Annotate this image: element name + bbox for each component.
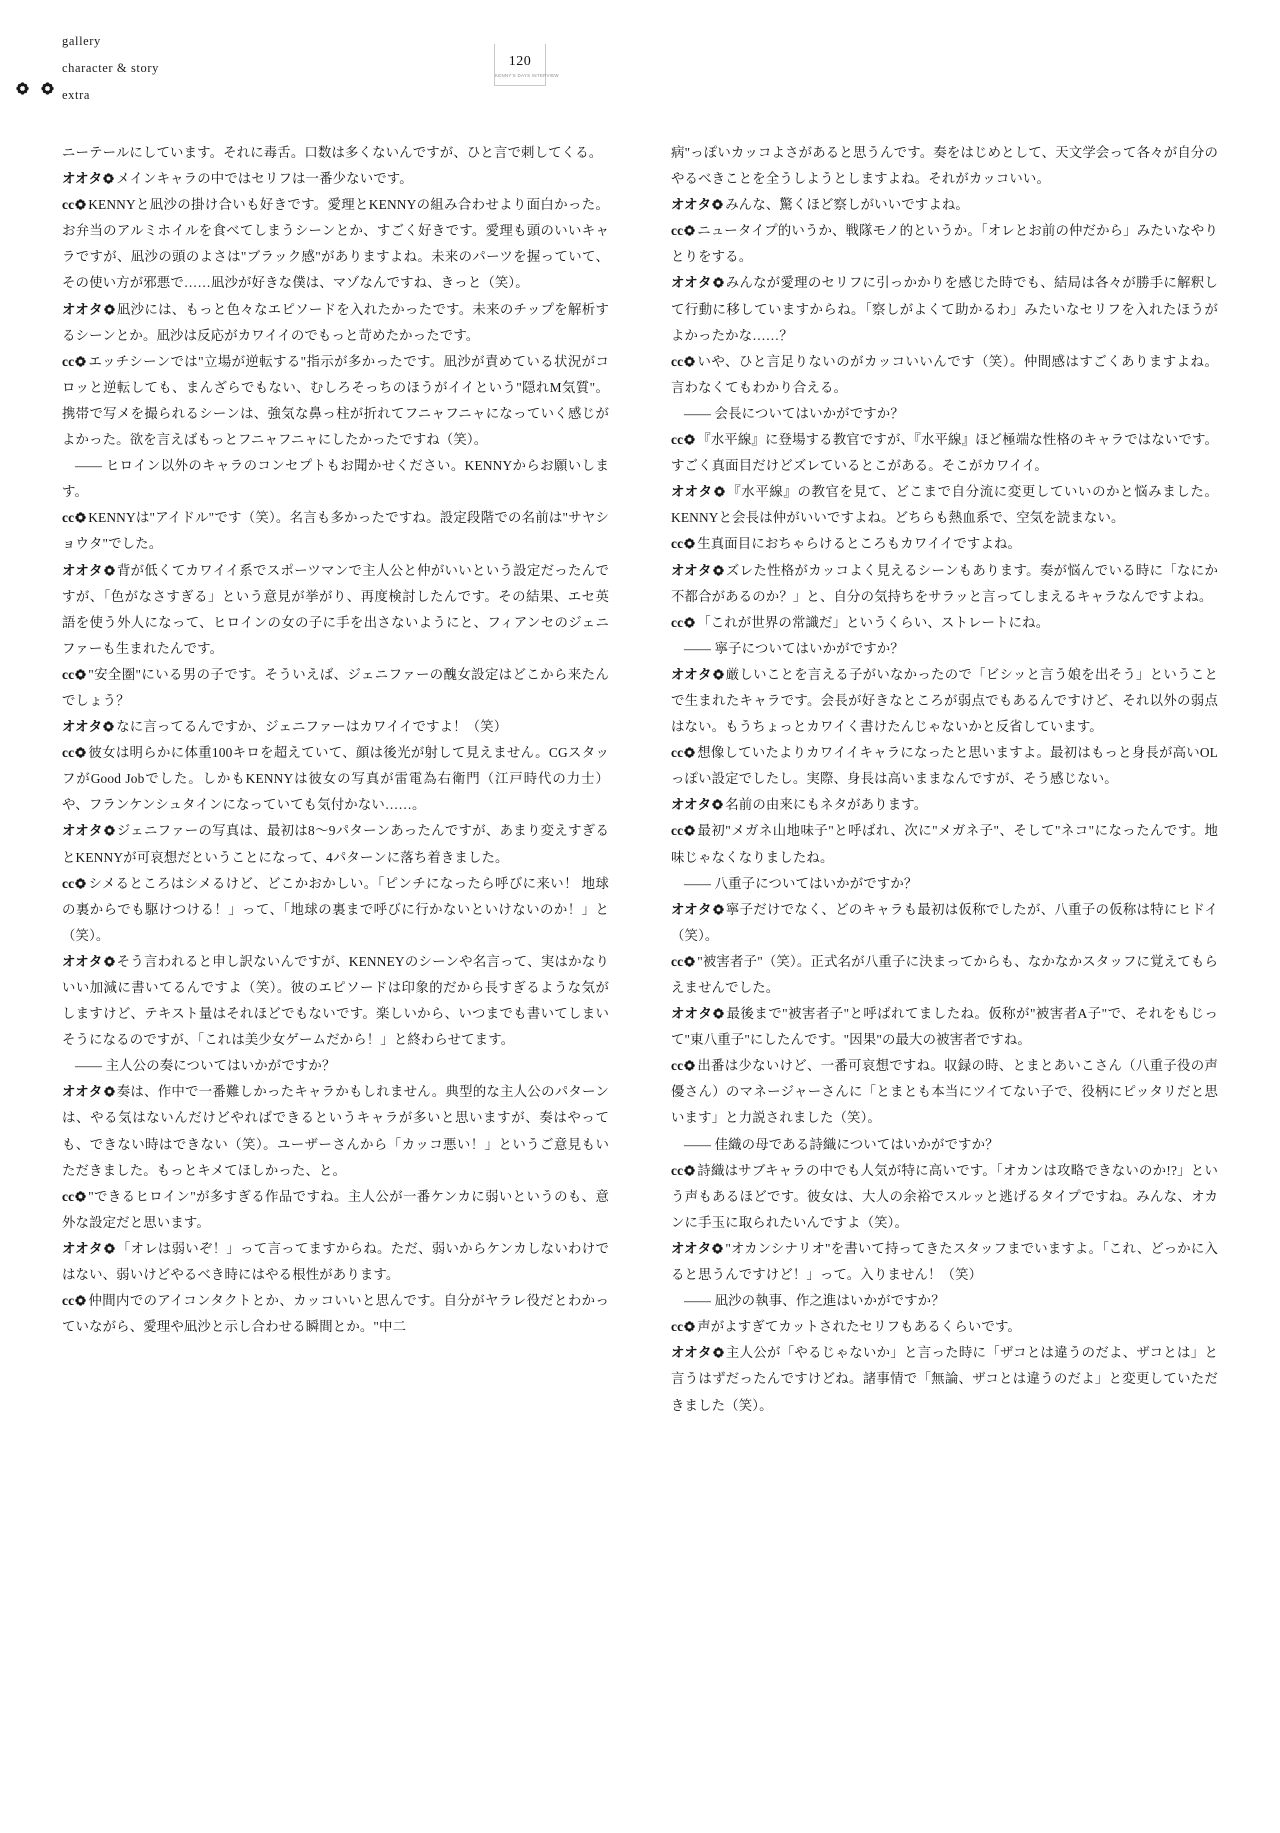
paragraph-text: "安全圏"にいる男の子です。そういえば、ジェニファーの醜女設定はどこから来たんでしょう？ xyxy=(62,666,609,708)
flower-bullet-icon xyxy=(104,1086,115,1097)
speaker-label: cc xyxy=(62,745,75,761)
paragraph-text: —— 会長についてはいかがですか？ xyxy=(684,405,904,421)
flower-bullet-icon xyxy=(713,1008,724,1019)
speaker-label: cc xyxy=(62,197,75,213)
flower-bullet-icon xyxy=(684,825,695,836)
flower-bullet-icon xyxy=(713,669,724,680)
flower-bullet-icon xyxy=(684,434,695,445)
speaker-label: cc xyxy=(62,510,75,526)
dialogue-paragraph xyxy=(671,349,1218,401)
flower-bullet-icon xyxy=(684,356,695,367)
paragraph-text: エッチシーンでは"立場が逆転する"指示が多かったです。凪沙が責めている状況がコロッと逆転しても、まんざらでもない、むしろそっちのほうがイイという"隠れM気質"。携帯で写メを撮られるシーンは、強気な鼻っ柱が折れてフニャフニャになっていく感じがよかった。欲を言えばもっとフニャフニャにしたかったですね（笑）。 xyxy=(62,353,609,448)
flower-bullet-icon xyxy=(75,1295,86,1306)
flower-bullet-icon xyxy=(104,956,115,967)
flower-bullet-icon xyxy=(75,512,86,523)
dialogue-paragraph xyxy=(671,427,1218,479)
flower-bullet-icon xyxy=(75,747,86,758)
flower-bullet-icon xyxy=(103,173,114,184)
paragraph-text: そう言われると申し訳ないんですが、KENNEYのシーンや名言って、実はかなりいい加減に書いてるんですよ（笑）。彼のエピソードは印象的だから長すぎるような気がしますけど、テキスト量はそれほどでもないです。楽しいから、いつまでも書いてしまいそうになるのですが、「これは美少女ゲームだから！」と終わらせてます。 xyxy=(62,953,609,1048)
flower-bullet-icon xyxy=(713,904,724,915)
speaker-label: オオタ xyxy=(671,275,712,291)
speaker-label: オオタ xyxy=(62,1240,103,1256)
speaker-label: オオタ xyxy=(62,719,103,735)
paragraph-text: ズレた性格がカッコよく見えるシーンもあります。奏が悩んでいる時に「なにか不都合があるのか？」と、自分の気持ちをサラッと言ってしまえるキャラなんですよね。 xyxy=(671,562,1218,604)
paragraph-text: 主人公が「やるじゃないか」と言った時に「ザコとは違うのだよ、ザコとは」と言うはずだったんですけどね。諸事情で「無論、ザコとは違うのだよ」と変更していただきました（笑）。 xyxy=(671,1345,1218,1413)
paragraph-text: 病"っぽいカッコよさがあると思うんです。奏をはじめとして、天文学会って各々が自分のやるべきことを全うしようとしますよね。それがカッコいい。 xyxy=(671,145,1218,187)
speaker-label: オオタ xyxy=(62,953,103,969)
flower-icon xyxy=(41,82,54,95)
flower-bullet-icon xyxy=(104,825,115,836)
speaker-label: cc xyxy=(62,1293,75,1309)
paragraph-text: 厳しいことを言える子がいなかったので「ビシッと言う娘を出そう」ということで生まれたキャラです。会長が好きなところが弱点でもあるんですけど、それ以外の弱点はない。もうちょっとカワイく書けたんじゃないかと反省しています。 xyxy=(671,666,1218,735)
paragraph-text: いや、ひと言足りないのがカッコいいんです（笑）。仲間感はすごくありますよね。言わなくてもわかり合える。 xyxy=(671,353,1218,395)
flower-icon xyxy=(16,82,29,95)
dialogue-paragraph xyxy=(62,662,609,714)
flower-bullet-icon xyxy=(684,1321,695,1332)
flower-bullet-icon xyxy=(75,878,86,889)
page-number-badge xyxy=(494,44,559,86)
dialogue-paragraph xyxy=(671,270,1218,348)
dialogue-paragraph xyxy=(62,558,609,662)
paragraph-text: 寧子だけでなく、どのキャラも最初は仮称でしたが、八重子の仮称は特にヒドイ（笑）。 xyxy=(671,901,1218,943)
paragraph-text: 最後まで"被害者子"と呼ばれてましたね。仮称が"被害者A子"で、それをもじって"東八重子"にしたんです。"因果"の最大の被害者ですね。 xyxy=(671,1006,1218,1048)
nav-item-character-story-label: character & story xyxy=(62,61,159,75)
nav-item-gallery-label: gallery xyxy=(62,34,101,48)
flower-bullet-icon xyxy=(684,747,695,758)
dialogue-paragraph xyxy=(671,897,1218,949)
dialogue-paragraph xyxy=(671,1158,1218,1236)
flower-bullet-icon xyxy=(684,1060,695,1071)
flower-bullet-icon xyxy=(684,225,695,236)
speaker-label: オオタ xyxy=(671,484,713,500)
paragraph-text: ジェニファーの写真は、最初は8〜9パターンあったんですが、あまり変えすぎるとKENNYが可哀想だということになって、4パターンに落ち着きました。 xyxy=(62,823,609,865)
dialogue-paragraph xyxy=(671,1314,1218,1340)
paragraph-text: —— 凪沙の執事、作之進はいかがですか？ xyxy=(684,1293,945,1309)
speaker-label: cc xyxy=(62,353,75,369)
paragraph-text: 『水平線』に登場する教官ですが、『水平線』ほど極端な性格のキャラではないです。すごく真面目だけどズレているとこがある。そこがカワイイ。 xyxy=(671,432,1218,474)
paragraph-text: —— 佳織の母である詩織についてはいかがですか？ xyxy=(684,1136,999,1152)
paragraph-text: "できるヒロイン"が多すぎる作品ですね。主人公が一番ケンカに弱いというのも、意外な設定だと思います。 xyxy=(62,1188,609,1230)
dialogue-paragraph xyxy=(62,818,609,870)
flower-bullet-icon xyxy=(684,538,695,549)
paragraph-text: —— 八重子についてはいかがですか？ xyxy=(684,875,918,891)
dialogue-paragraph xyxy=(671,818,1218,870)
speaker-label: オオタ xyxy=(671,901,712,917)
flower-bullet-icon xyxy=(713,277,724,288)
dialogue-paragraph xyxy=(671,1001,1218,1053)
speaker-label: cc xyxy=(671,1058,684,1074)
paragraph-text: なに言ってるんですか、ジェニファーはカワイイですよ！（笑） xyxy=(116,719,508,735)
dialogue-paragraph xyxy=(671,792,1218,818)
nav-item-gallery[interactable] xyxy=(62,28,382,55)
dialogue-paragraph xyxy=(62,714,609,740)
dialogue-paragraph xyxy=(671,662,1218,740)
page-number-subtitle: KENNY'S DAYS INTERVIEW xyxy=(495,73,559,78)
paragraph-text: "被害者子"（笑）。正式名が八重子に決まってからも、なかなかスタッフに覚えてもらえませんでした。 xyxy=(671,953,1218,995)
question-paragraph xyxy=(671,636,1218,662)
paragraph-text: 名前の由来にもネタがあります。 xyxy=(725,797,928,813)
speaker-label: cc xyxy=(671,745,684,761)
question-paragraph xyxy=(671,871,1218,897)
speaker-label: cc xyxy=(671,823,684,839)
paragraph-text: KENNYと凪沙の掛け合いも好きです。愛理とKENNYの組み合わせより面白かった。お弁当のアルミホイルを食べてしまうシーンとか、すごく好きです。愛理も頭のいいキャラですが、凪沙の頭のよさは"ブラック感"がありますよね。未来のパーツを握っていて、その使い方が邪悪で……凪沙が好きな僕は、マゾなんですね、きっと（笑）。 xyxy=(62,197,609,291)
paragraph-text: 仲間内でのアイコンタクトとか、カッコいいと思んです。自分がヤラレ役だとわかっていながら、愛理や凪沙と示し合わせる瞬間とか。"中二 xyxy=(62,1293,609,1335)
nav-item-extra[interactable] xyxy=(62,82,382,109)
paragraph-text: 背が低くてカワイイ系でスポーツマンで主人公と仲がいいという設定だったんですが、「色がなさすぎる」という意見が挙がり、再度検討したんです。その結果、エセ英語を使う外人になって、ヒロインの女の子に手を出さないようにと、フィアンセのジェニファーも生まれたんです。 xyxy=(62,562,609,656)
text-column-right xyxy=(671,140,1218,1419)
text-column-left xyxy=(62,140,609,1419)
speaker-label: cc xyxy=(62,666,75,682)
speaker-label: オオタ xyxy=(671,197,712,213)
dialogue-paragraph xyxy=(62,505,609,557)
dialogue-paragraph xyxy=(671,192,1218,218)
paragraph-text: 声がよすぎてカットされたセリフもあるくらいです。 xyxy=(697,1319,1021,1335)
dialogue-paragraph xyxy=(62,740,609,818)
dialogue-paragraph xyxy=(62,349,609,453)
dialogue-paragraph xyxy=(62,297,609,349)
paragraph-text: 「オレは弱いぞ！」って言ってますからね。ただ、弱いからケンカしないわけではない、弱いけどやるべき時にはやる根性があります。 xyxy=(62,1240,609,1283)
dialogue-paragraph xyxy=(671,531,1218,557)
question-paragraph xyxy=(671,1288,1218,1314)
speaker-label: オオタ xyxy=(671,666,712,682)
flower-bullet-icon xyxy=(684,1165,695,1176)
dialogue-paragraph xyxy=(62,1079,609,1183)
paragraph-text: 「これが世界の常識だ」というくらい、ストレートにね。 xyxy=(697,614,1050,630)
question-paragraph xyxy=(62,453,609,505)
flower-bullet-icon xyxy=(75,669,86,680)
paragraph-text: 生真面目におちゃらけるところもカワイイですよね。 xyxy=(697,536,1022,552)
speaker-label: オオタ xyxy=(62,1084,103,1100)
paragraph-text: 奏は、作中で一番難しかったキャラかもしれません。典型的な主人公のパターンは、やる気はないんだけどやればできるというキャラが多いと思いますが、奏はやっても、できない時はできない（笑）。ユーザーさんから「カッコ悪い！」というご意見もいただきました。もっとキメてほしかった、と。 xyxy=(62,1084,609,1178)
speaker-label: cc xyxy=(671,1319,684,1335)
flower-bullet-icon xyxy=(713,1347,724,1358)
paragraph-text: —— ヒロイン以外のキャラのコンセプトもお聞かせください。KENNYからお願いします。 xyxy=(62,458,609,500)
page-number: 120 xyxy=(508,54,532,69)
paragraph-text: みんな、驚くほど察しがいいですよね。 xyxy=(725,197,969,213)
speaker-label: cc xyxy=(62,1188,75,1204)
dialogue-paragraph xyxy=(671,218,1218,270)
dialogue-paragraph xyxy=(62,166,609,192)
dialogue-paragraph xyxy=(671,949,1218,1001)
dialogue-paragraph xyxy=(62,949,609,1053)
speaker-label: オオタ xyxy=(62,823,103,839)
paragraph-text: KENNYは"アイドル"です（笑）。名言も多かったですね。設定段階での名前は"サヤショウタ"でした。 xyxy=(62,510,609,552)
speaker-label: cc xyxy=(671,353,684,369)
paragraph-text: 出番は少ないけど、一番可哀想ですね。収録の時、とまとあいこさん（八重子役の声優さん）のマネージャーさんに「とまとも本当にツイてない子で、役柄にピッタリだと思います」と力説されました（笑）。 xyxy=(671,1058,1218,1126)
speaker-label: オオタ xyxy=(671,562,712,578)
speaker-label: cc xyxy=(671,432,684,448)
speaker-label: cc xyxy=(671,223,684,239)
paragraph-text: メインキャラの中ではセリフは一番少ないです。 xyxy=(116,171,413,187)
paragraph-text: 彼女は明らかに体重100キロを超えていて、顔は後光が射して見えません。CGスタッフがGood Jobでした。しかもKENNYは彼女の写真が雷電為右衛門（江戸時代の力士）や、フランケンシュタインになっていても気付かない……。 xyxy=(62,745,609,813)
dialogue-paragraph xyxy=(62,1184,609,1236)
dialogue-paragraph xyxy=(671,558,1218,610)
speaker-label: オオタ xyxy=(62,171,103,187)
flower-bullet-icon xyxy=(712,199,723,210)
flower-bullet-icon xyxy=(75,1191,86,1202)
page-header xyxy=(0,0,1280,120)
paragraph-text: 『水平線』の教官を見て、どこまで自分流に変更していいのかと悩みました。KENNYと会長は仲がいいですよね。どちらも熱血系で、空気を読まない。 xyxy=(671,484,1218,526)
speaker-label: オオタ xyxy=(671,1345,712,1361)
paragraph-text: 凪沙には、もっと色々なエピソードを入れたかったです。未来のチップを解析するシーンとか。凪沙は反応がカワイイのでもっと苛めたかったです。 xyxy=(62,301,609,343)
question-paragraph xyxy=(671,401,1218,427)
paragraph-text: —— 主人公の奏についてはいかがですか？ xyxy=(75,1058,336,1074)
dialogue-paragraph xyxy=(671,1053,1218,1131)
flower-bullet-icon xyxy=(713,565,724,576)
question-paragraph xyxy=(62,1053,609,1079)
article-body xyxy=(62,140,1218,1419)
speaker-label: cc xyxy=(671,1162,684,1178)
flower-bullet-icon xyxy=(104,304,115,315)
question-paragraph xyxy=(671,140,1218,192)
dialogue-paragraph xyxy=(671,1236,1218,1288)
dialogue-paragraph xyxy=(671,610,1218,636)
paragraph-text: みんなが愛理のセリフに引っかかりを感じた時でも、結局は各々が勝手に解釈して行動に移していますからね。「察しがよくて助かるわ」みたいなセリフを入れたほうがよかったかな……？ xyxy=(671,275,1218,343)
paragraph-text: 想像していたよりカワイイキャラになったと思いますよ。最初はもっと身長が高いOLっぽい設定でしたし。実際、身長は高いままなんですが、そう感じない。 xyxy=(671,745,1218,787)
nav-item-extra-label: extra xyxy=(62,88,90,102)
flower-bullet-icon xyxy=(75,356,86,367)
dialogue-paragraph xyxy=(671,740,1218,792)
flower-bullet-icon xyxy=(714,486,725,497)
flower-bullet-icon xyxy=(684,617,695,628)
flower-bullet-icon xyxy=(712,799,723,810)
paragraph-text: —— 寧子についてはいかがですか？ xyxy=(684,640,904,656)
speaker-label: オオタ xyxy=(671,797,712,813)
flower-bullet-icon xyxy=(103,721,114,732)
flower-bullet-icon xyxy=(712,1243,723,1254)
speaker-label: オオタ xyxy=(62,301,103,317)
question-paragraph xyxy=(671,1132,1218,1158)
speaker-label: オオタ xyxy=(671,1006,713,1022)
dialogue-paragraph xyxy=(62,1236,609,1288)
paragraph-text: シメるところはシメるけど、どこかおかしい。「ピンチになったら呼びに来い！ 地球の裏からでも駆けつける！」って、「地球の裏まで呼びに行かないといけないのか！」と（笑）。 xyxy=(62,875,609,943)
flower-bullet-icon xyxy=(104,1243,115,1254)
dialogue-paragraph xyxy=(671,479,1218,531)
paragraph-text: "オカンシナリオ"を書いて持ってきたスタッフまでいますよ。「これ、どっかに入ると思うんですけど！」って。入りません！（笑） xyxy=(671,1240,1218,1283)
paragraph-text: ニーテールにしています。それに毒舌。口数は多くないんですが、ひと言で刺してくる。 xyxy=(62,145,603,160)
paragraph-text: 最初"メガネ山地味子"と呼ばれ、次に"メガネ子"、そして"ネコ"になったんです。地味じゃなくなりましたね。 xyxy=(671,823,1218,865)
dialogue-paragraph xyxy=(671,1340,1218,1418)
paragraph-text: 詩織はサブキャラの中でも人気が特に高いです。「オカンは攻略できないのか!?」という声もあるほどです。彼女は、大人の余裕でスルッと逃げるタイプですね。みんな、オカンに手玉に取られたいんですよ（笑）。 xyxy=(671,1162,1218,1230)
speaker-label: cc xyxy=(671,614,684,630)
speaker-label: cc xyxy=(62,875,75,891)
flower-bullet-icon xyxy=(684,956,695,967)
question-paragraph xyxy=(62,140,609,166)
speaker-label: オオタ xyxy=(62,562,103,578)
paragraph-text: ニュータイプ的いうか、戦隊モノ的というか。「オレとお前の仲だから」みたいなやりとりをする。 xyxy=(671,223,1218,265)
dialogue-paragraph xyxy=(62,192,609,296)
dialogue-paragraph xyxy=(62,1288,609,1340)
speaker-label: オオタ xyxy=(671,1240,712,1256)
nav-item-character-story[interactable] xyxy=(62,55,382,82)
speaker-label: cc xyxy=(671,953,684,969)
nav-extra-flower-group xyxy=(16,82,54,95)
section-nav xyxy=(62,28,382,109)
speaker-label: cc xyxy=(671,536,684,552)
dialogue-paragraph xyxy=(62,871,609,949)
flower-bullet-icon xyxy=(104,565,115,576)
flower-bullet-icon xyxy=(75,199,86,210)
